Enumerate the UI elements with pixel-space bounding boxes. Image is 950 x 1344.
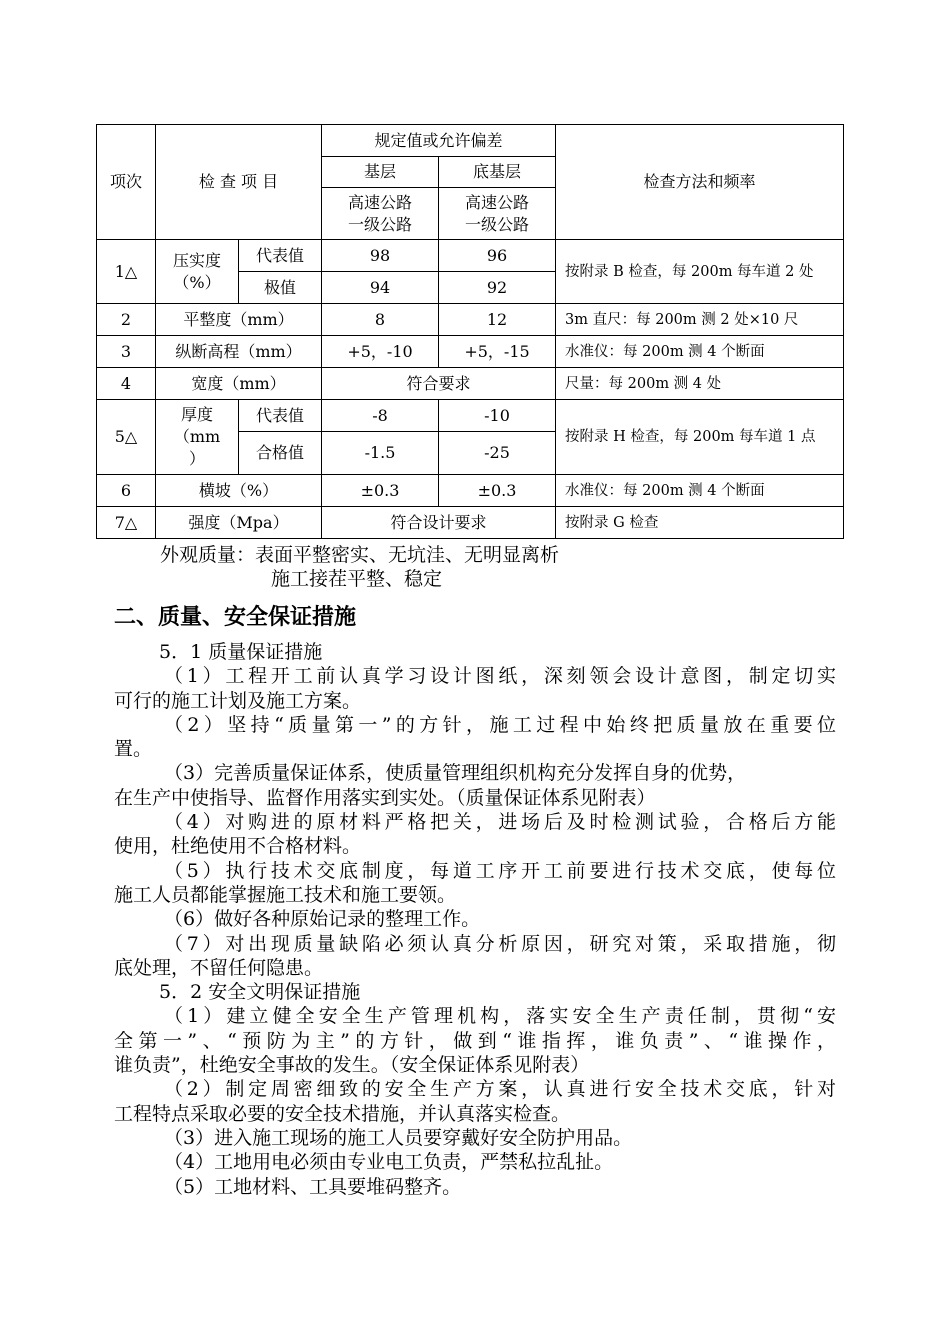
row-subbase-value: -25 [439,432,556,475]
row-base-value: 8 [322,304,439,336]
header-check-item: 检 查 项 目 [156,125,322,240]
paragraph-line: （5）执行技术交底制度，每道工序开工前要进行技术交底，使每位 [164,859,836,882]
row-item-line: 厚度 [180,405,213,424]
row-no: 3 [97,336,156,368]
table-row [97,507,844,539]
row-no: 5△ [97,400,156,475]
row-base-value: -1.5 [322,432,439,475]
appearance-quality-line: 外观质量：表面平整密实、无坑洼、无明显离析 [160,544,560,566]
paragraph-line: 工程特点采取必要的安全技术措施，并认真落实检查。 [114,1102,571,1125]
paragraph-line: （2）制定周密细致的安全生产方案，认真进行安全技术交底，针对 [164,1078,836,1101]
row-subbase-value: 12 [439,304,556,336]
paragraph-line: （7）对出现质量缺陷必须认真分析原因，研究对策，采取措施，彻 [164,932,836,955]
row-subbase-value: +5，-15 [439,336,556,368]
row-subbase-value: 92 [439,272,556,304]
header-subbase-road-class [439,188,556,240]
row-subbase-value: 96 [439,240,556,272]
subsection-heading: 5．1 质量保证措施 [159,641,323,663]
row-method: 按附录 B 检查，每 200m 每车道 2 处 [556,240,844,304]
paragraph-line: （3）进入施工现场的施工人员要穿戴好安全防护用品。 [164,1126,633,1149]
row-base-value: ±0.3 [322,475,439,507]
row-item: 纵断高程（mm） [156,336,322,368]
paragraph-line: （4）对购进的原材料严格把关，进场后及时检测试验，合格后方能 [164,811,836,834]
row-method: 按附录 G 检查 [556,507,844,539]
paragraph-line: 置。 [114,738,153,761]
paragraph-line: 底处理，不留任何隐患。 [114,956,324,979]
row-item [156,240,239,304]
row-subbase-value: ±0.3 [439,475,556,507]
paragraph-line: （1）建立健全安全生产管理机构，落实安全生产责任制，贯彻“安 [164,1005,836,1028]
row-base-value: 94 [322,272,439,304]
paragraph-line: （5）工地材料、工具要堆码整齐。 [164,1175,462,1198]
paragraph-line: （1）工程开工前认真学习设计图纸，深刻领会设计意图，制定切实 [164,665,836,688]
paragraph-line: （6）做好各种原始记录的整理工作。 [164,908,481,931]
table-row [97,475,844,507]
row-item-line: （%） [173,272,221,292]
row-method: 3m 直尺：每 200m 测 2 处×10 尺 [556,304,844,336]
row-no: 7△ [97,507,156,539]
paragraph-line: 可行的施工计划及施工方案。 [114,689,362,712]
row-sub-item: 极值 [239,272,322,304]
paragraph-line: 谁负责”，杜绝安全事故的发生。（安全保证体系见附表） [114,1054,590,1077]
subsection-heading: 5．2 安全文明保证措施 [159,981,361,1004]
row-item: 平整度（mm） [156,304,322,336]
row-method: 按附录 H 检查，每 200m 每车道 1 点 [556,400,844,475]
paragraph-line: （3）完善质量保证体系，使质量管理组织机构充分发挥自身的优势， [164,762,747,785]
road-class-line: 高速公路 [348,192,413,212]
row-method: 水准仪：每 200m 测 4 个断面 [556,336,844,368]
paragraph-line: （2）坚持“质量第一”的方针，施工过程中始终把质量放在重要位 [164,713,836,736]
table-row [97,336,844,368]
row-merged-value: 符合设计要求 [322,507,556,539]
row-sub-item: 代表值 [239,240,322,272]
header-item-no: 项次 [97,125,156,240]
road-class-line: 一级公路 [348,214,413,234]
row-item: 强度（Mpa） [156,507,322,539]
paragraph-line: 施工人员都能掌握施工技术和施工要领。 [114,883,457,906]
road-class-line: 一级公路 [465,214,530,234]
row-base-value: -8 [322,400,439,432]
paragraph-line: 使用，杜绝使用不合格材料。 [114,835,362,858]
row-base-value: 98 [322,240,439,272]
row-item: 宽度（mm） [156,368,322,400]
table-row [97,368,844,400]
appearance-quality-line: 施工接茬平整、稳定 [271,568,443,590]
header-base-road-class [322,188,439,240]
header-method: 检查方法和频率 [556,125,844,240]
row-merged-value: 符合要求 [322,368,556,400]
row-item-line: 压实度 [172,250,221,270]
row-no: 4 [97,368,156,400]
row-item: 横坡（%） [156,475,322,507]
row-item-line: ） [188,449,205,468]
road-class-line: 高速公路 [465,192,530,212]
row-method: 尺量：每 200m 测 4 处 [556,368,844,400]
row-item [156,400,239,475]
row-sub-item: 合格值 [239,432,322,475]
paragraph-line: 全第一”、“预防为主”的方针，做到“谁指挥，谁负责”、“谁操作， [114,1029,836,1052]
row-subbase-value: -10 [439,400,556,432]
table-row [97,304,844,336]
row-no: 1△ [97,240,156,304]
body-text [114,640,836,1199]
paragraph-line: 在生产中使指导、监督作用落实到实处。（质量保证体系见附表） [114,786,656,809]
row-item-line: （mm [173,427,221,446]
row-no: 2 [97,304,156,336]
quality-standard-table [96,124,844,539]
row-sub-item: 代表值 [239,400,322,432]
row-method: 水准仪：每 200m 测 4 个断面 [556,475,844,507]
table-row [97,240,844,272]
section-heading: 二、质量、安全保证措施 [114,605,357,630]
paragraph-line: （4）工地用电必须由专业电工负责，严禁私拉乱扯。 [164,1151,614,1174]
header-base: 基层 [322,157,439,188]
row-base-value: +5，-10 [322,336,439,368]
header-subbase: 底基层 [439,157,556,188]
table-row [97,400,844,432]
header-spec-group: 规定值或允许偏差 [322,125,556,157]
row-no: 6 [97,475,156,507]
